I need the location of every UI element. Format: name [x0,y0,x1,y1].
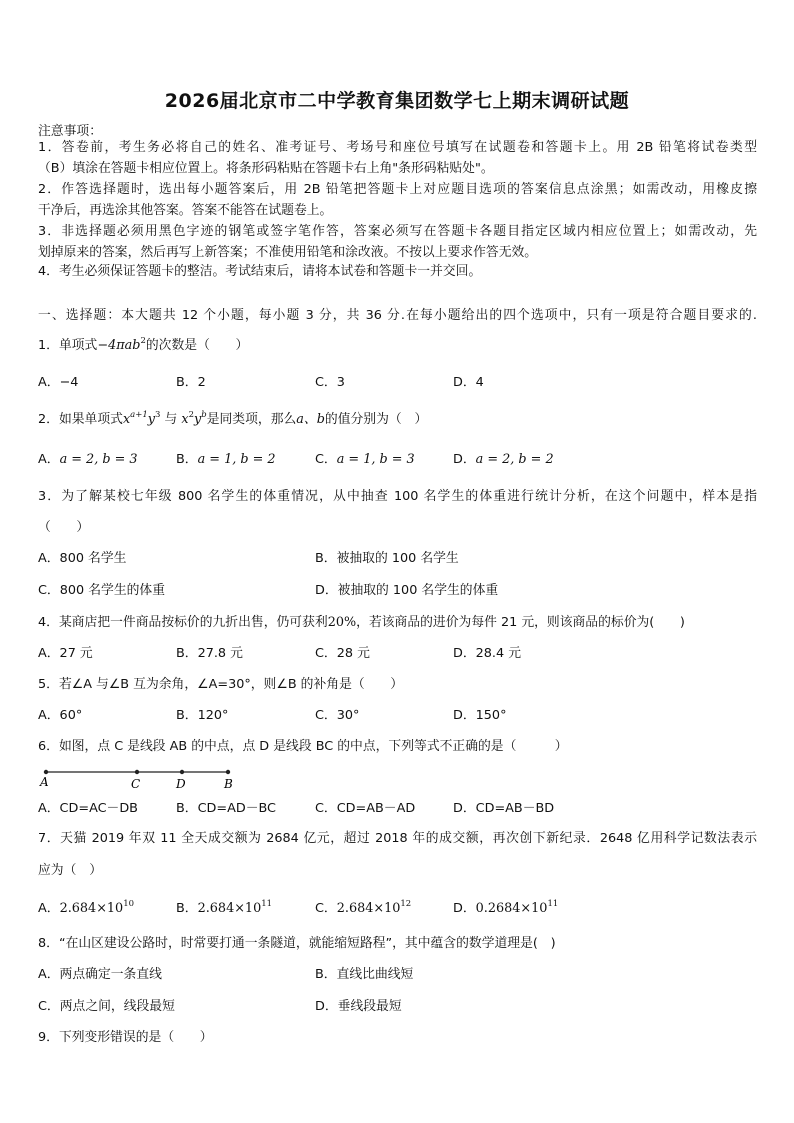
q3-option-b: B．被抽取的 100 名学生 [315,551,459,566]
q3-option-d: D．被抽取的 100 名学生的体重 [315,583,499,598]
q7-option-b: B．$2.684\times 10^{11}$ [176,899,273,916]
q7-option-d: D．$0.2684\times 10^{11}$ [453,899,559,916]
q8-option-d: D．垂线段最短 [315,999,402,1014]
notes-heading: 注意事项： [38,124,102,139]
q6-option-b: B．CD=AD－BC [176,801,276,816]
q8-option-b: B．直线比曲线短 [315,967,414,982]
note-2-line-1: 2．作答选择题时，选出每小题答案后，用 2B 铅笔把答题卡上对应题目选项的答案信息点涂黑；如需改动，用橡皮擦 [38,182,757,197]
point-b [226,770,230,774]
q2-option-c: C．a = 1, b = 3 [315,452,415,467]
q1-option-d: D．4 [453,375,484,390]
q5-option-a: A．60° [38,708,83,723]
point-c [135,770,139,774]
q4-option-c: C．28 元 [315,646,370,661]
q2-option-d: D．a = 2, b = 2 [453,452,554,467]
question-6: 6．如图，点 C 是线段 AB 的中点，点 D 是线段 BC 的中点，下列等式不正确的是（ ） [38,739,568,754]
q6-option-d: D．CD=AB－BD [453,801,555,816]
note-3-line-2: 划掉原来的答案，然后再写上新答案；不准使用铅笔和涂改液。不按以上要求作答无效。 [38,245,538,260]
q1-option-b: B．2 [176,375,206,390]
point-d [180,770,184,774]
point-a [44,770,48,774]
note-3-line-1: 3．非选择题必须用黑色字迹的钢笔或签字笔作答，答案必须写在答题卡各题目指定区域内相应位置上；如需改动，先 [38,224,757,239]
q1-option-a: A．−4 [38,375,79,390]
note-1-line-1: 1．答卷前，考生务必将自己的姓名、准考证号、考场号和座位号填写在试题卷和答题卡上。用 2B 铅笔将试卷类型 [38,140,757,155]
q3-option-a: A．800 名学生 [38,551,127,566]
question-3-line-2: （ ） [38,520,90,535]
question-4: 4．某商店把一件商品按标价的九折出售，仍可获利20%，若该商品的进价为每件 21 元，则该商品的标价为( ) [38,615,685,630]
q6-option-a: A．CD=AC－DB [38,801,138,816]
page-title: 2026届北京市二中学教育集团数学七上期末调研试题 [164,90,630,112]
note-2-line-2: 干净后，再选涂其他答案。答案不能答在试题卷上。 [38,203,333,218]
question-3-line-1: 3．为了解某校七年级 800 名学生的体重情况，从中抽查 100 名学生的体重进行统计分析，在这个问题中，样本是指 [38,489,757,504]
q5-option-c: C．30° [315,708,360,723]
q7-option-a: A．$2.684\times 10^{10}$ [38,899,135,916]
question-7-line-1: 7．天猫 2019 年双 11 全天成交额为 2684 亿元，超过 2018 年的成交额，再次创下新纪录．2648 亿用科学记数法表示 [38,831,757,846]
q6-option-c: C．CD=AB－AD [315,801,416,816]
note-4: 4．考生必须保证答题卡的整洁。考试结束后，请将本试卷和答题卡一并交回。 [38,264,482,279]
note-1-line-2: （B）填涂在答题卡相应位置上。将条形码粘贴在答题卡右上角"条形码粘贴处"。 [38,161,494,176]
question-1: 1．单项式−4πab$^2$的次数是（ ） [38,336,249,353]
q4-option-b: B．27.8 元 [176,646,243,661]
q7-option-c: C．$2.684\times 10^{12}$ [315,899,412,916]
q2-option-a: A．a = 2, b = 3 [38,452,138,467]
q5-option-d: D．150° [453,708,507,723]
question-8: 8．“在山区建设公路时，时常要打通一条隧道，就能缩短路程”，其中蕴含的数学道理是( ) [38,936,556,951]
question-5: 5．若∠A 与∠B 互为余角，∠A=30°，则∠B 的补角是（ ） [38,677,404,692]
q8-option-a: A．两点确定一条直线 [38,967,162,982]
q1-option-c: C．3 [315,375,345,390]
q2-option-b: B．a = 1, b = 2 [176,452,276,467]
label-a: A [40,775,49,789]
q4-option-d: D．28.4 元 [453,646,522,661]
line-segment-figure [34,764,244,792]
q3-option-c: C．800 名学生的体重 [38,583,166,598]
section-heading: 一、选择题：本大题共 12 个小题，每小题 3 分，共 36 分.在每小题给出的四个选项中，只有一项是符合题目要求的. [38,308,757,323]
q5-option-b: B．120° [176,708,229,723]
q1-expression: −4πab [97,338,141,353]
label-d: D [176,777,186,791]
q4-option-a: A．27 元 [38,646,93,661]
q8-option-c: C．两点之间，线段最短 [38,999,175,1014]
question-9: 9．下列变形错误的是（ ） [38,1030,213,1045]
label-b: B [224,777,233,791]
question-7-line-2: 应为（ ） [38,863,102,878]
question-2: 2．如果单项式$x^{a+1}y^3$ 与 $x^2y^b$是同类项，那么a、b的值分别为（ ） [38,410,428,427]
label-c: C [131,777,141,791]
